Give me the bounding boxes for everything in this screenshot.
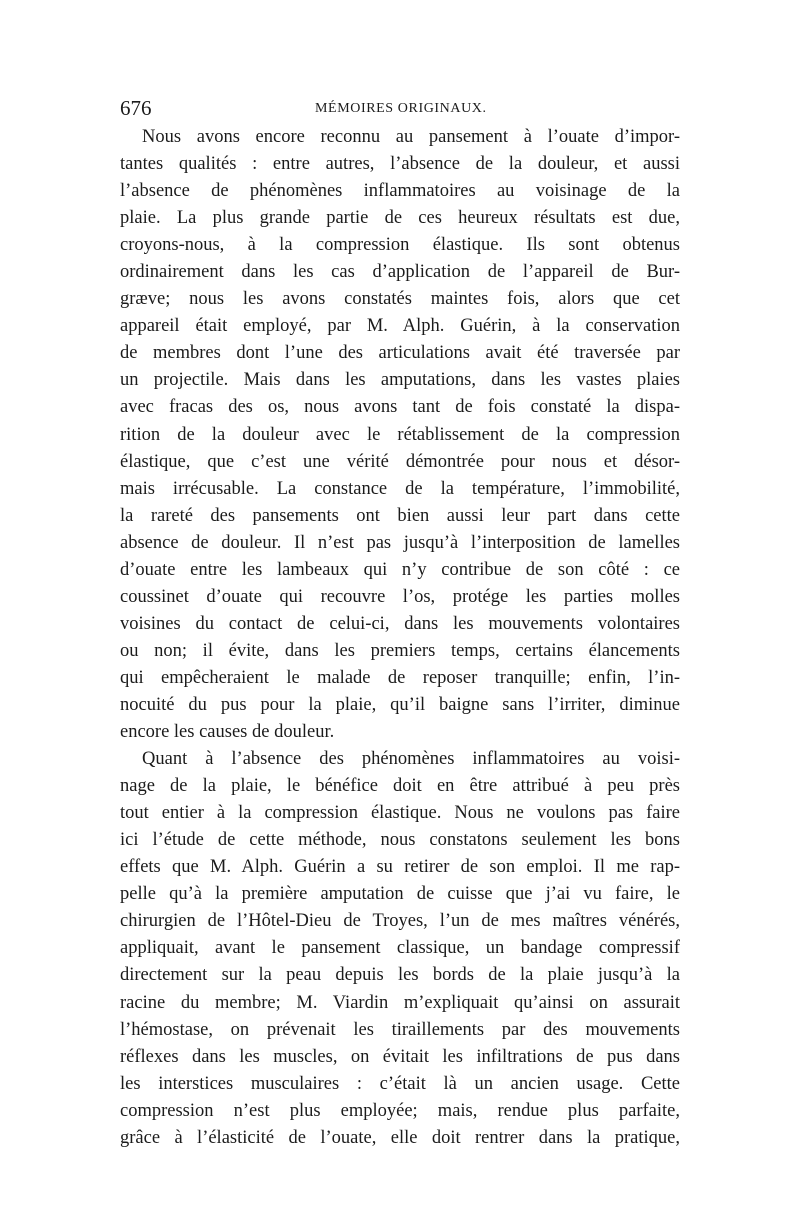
text-line: l’hémostase, on prévenait les tiraillements par des mouvements [120, 1019, 680, 1040]
text-line: appliquait, avant le pansement classique, un bandage compressif [120, 938, 680, 959]
text-line: nage de la plaie, le bénéfice doit en être attribué à peu près [120, 776, 680, 797]
text-line: ou non; il évite, dans les premiers temps, certains élancements [120, 640, 680, 661]
text-line: élastique, que c’est une vérité démontrée pour nous et désor- [120, 451, 680, 472]
text-line: croyons-nous, à la compression élastique. Ils sont obtenus [120, 235, 680, 256]
text-line: l’absence de phénomènes inflammatoires au voisinage de la [120, 181, 680, 202]
text-line: racine du membre; M. Viardin m’expliquait qu’ainsi on assurait [120, 992, 680, 1013]
text-line: de membres dont l’une des articulations avait été traversée par [120, 343, 680, 364]
body-text [120, 124, 680, 1152]
text-line: rition de la douleur avec le rétablissement de la compression [120, 424, 680, 445]
text-line: ordinairement dans les cas d’application de l’appareil de Bur- [120, 262, 680, 283]
text-line: avec fracas des os, nous avons tant de fois constaté la dispa- [120, 397, 680, 418]
text-line: græve; nous les avons constatés maintes fois, alors que cet [120, 289, 680, 310]
text-line: Quant à l’absence des phénomènes inflammatoires au voisi- [142, 749, 680, 770]
text-line: coussinet d’ouate qui recouvre l’os, protége les parties molles [120, 586, 680, 607]
text-line: pelle qu’à la première amputation de cuisse que j’ai vu faire, le [120, 884, 680, 905]
text-line: les interstices musculaires : c’était là un ancien usage. Cette [120, 1073, 680, 1094]
text-line: d’ouate entre les lambeaux qui n’y contribue de son côté : ce [120, 559, 680, 580]
text-line: effets que M. Alph. Guérin a su retirer de son emploi. Il me rap- [120, 857, 680, 878]
text-line: Nous avons encore reconnu au pansement à l’ouate d’impor- [142, 127, 680, 147]
text-line: tout entier à la compression élastique. Nous ne voulons pas faire [120, 803, 680, 824]
text-line: mais irrécusable. La constance de la température, l’immobilité, [120, 478, 680, 499]
text-line: un projectile. Mais dans les amputations, dans les vastes plaies [120, 370, 680, 391]
text-line: tantes qualités : entre autres, l’absence de la douleur, et aussi [120, 154, 680, 175]
text-line: ici l’étude de cette méthode, nous constatons seulement les bons [120, 830, 680, 851]
text-line: absence de douleur. Il n’est pas jusqu’à l’interposition de lamelles [120, 532, 680, 553]
text-line: appareil était employé, par M. Alph. Guérin, à la conservation [120, 316, 680, 337]
text-line: réflexes dans les muscles, on évitait les infiltrations de pus dans [120, 1046, 680, 1067]
text-line: voisines du contact de celui-ci, dans les mouvements volontaires [120, 613, 680, 634]
text-line: grâce à l’élasticité de l’ouate, elle doit rentrer dans la pratique, [120, 1127, 680, 1148]
running-head [120, 96, 680, 124]
text-line: directement sur la peau depuis les bords de la plaie jusqu’à la [120, 965, 680, 986]
page-number: 676 [120, 96, 152, 120]
running-title: MÉMOIRES ORIGINAUX. [315, 101, 487, 116]
text-line: plaie. La plus grande partie de ces heureux résultats est due, [120, 208, 680, 229]
text-line: chirurgien de l’Hôtel-Dieu de Troyes, l’un de mes maîtres vénérés, [120, 911, 680, 932]
text-line: qui empêcheraient le malade de reposer tranquille; enfin, l’in- [120, 667, 680, 688]
text-line: nocuité du pus pour la plaie, qu’il baigne sans l’irriter, diminue [120, 694, 680, 715]
text-line: la rareté des pansements ont bien aussi leur part dans cette [120, 505, 680, 526]
text-line: encore les causes de douleur. [120, 722, 335, 743]
text-line: compression n’est plus employée; mais, rendue plus parfaite, [120, 1100, 680, 1121]
